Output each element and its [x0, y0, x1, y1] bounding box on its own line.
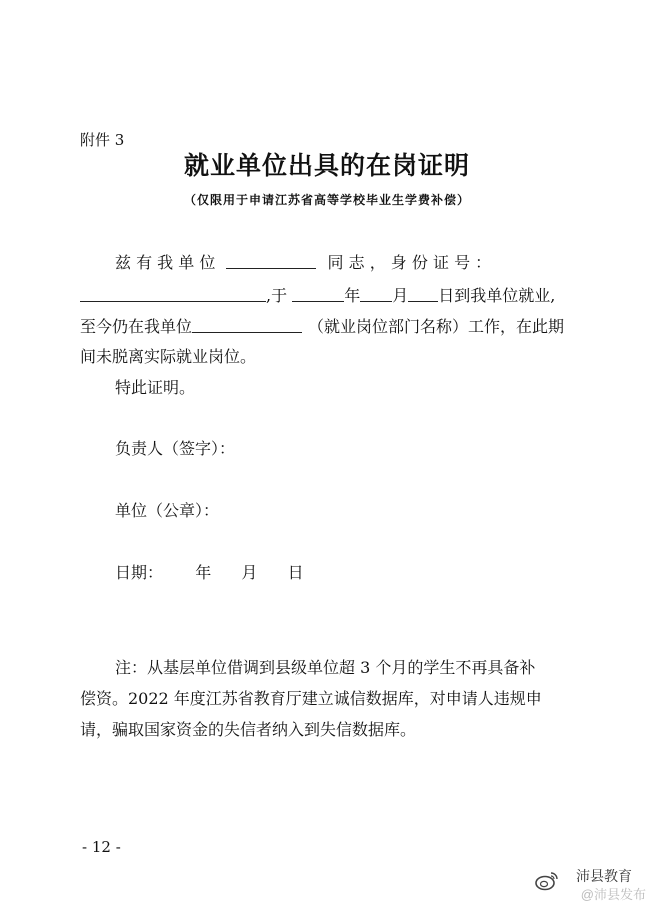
- department-blank: [192, 316, 302, 333]
- id-number-blank: [80, 285, 266, 302]
- line2-text-a: ,于: [266, 286, 288, 305]
- note-line-3: 请，骗取国家资金的失信者纳入到失信数据库。: [80, 720, 417, 739]
- line2-month-label: 月: [392, 286, 409, 305]
- watermark-handle: @沛县发布: [580, 887, 646, 902]
- line1-text-b: 同 志 ， 身 份 证 号 ：: [327, 253, 492, 272]
- line1-text-a: 兹 有 我 单 位: [115, 253, 216, 272]
- paragraph-line-2: [80, 283, 555, 306]
- weibo-icon: [534, 870, 560, 892]
- watermark: [534, 864, 654, 918]
- name-blank: [226, 252, 316, 269]
- month-blank: [360, 285, 392, 302]
- paragraph-line-1: [115, 250, 491, 273]
- line3-text-a: 至今仍在我单位: [80, 317, 193, 336]
- line3-text-b: （就业岗位部门名称）工作，在此期: [308, 317, 565, 336]
- watermark-title: 沛县教育: [576, 868, 632, 884]
- certify-text: 特此证明。: [115, 378, 196, 397]
- date-line: [115, 560, 304, 583]
- paragraph-line-4: 间未脱离实际就业岗位。: [80, 347, 257, 366]
- line2-year-label: 年: [344, 286, 361, 305]
- page-subtitle: （仅限用于申请江苏省高等学校毕业生学费补偿）: [183, 193, 470, 207]
- note-line-1: 注：从基层单位借调到县级单位超 3 个月的学生不再具备补: [115, 658, 536, 677]
- note-line-2: 偿资。2022 年度江苏省教育厅建立诚信数据库，对申请人违规申: [80, 689, 542, 708]
- unit-seal-label: 单位（公章）：: [115, 501, 220, 520]
- paragraph-line-3: [80, 314, 564, 337]
- date-month-label: 月: [241, 563, 258, 582]
- page-title: 就业单位出具的在岗证明: [183, 151, 470, 180]
- day-blank: [408, 285, 438, 302]
- page-number: - 12 -: [82, 838, 121, 856]
- date-day-label: 日: [287, 563, 304, 582]
- year-blank: [292, 285, 344, 302]
- signatory-label: 负责人（签字）：: [115, 439, 236, 458]
- attachment-label: 附件 3: [80, 131, 125, 149]
- date-label: 日期：: [115, 563, 164, 582]
- date-year-label: 年: [195, 563, 212, 582]
- line2-text-c: 日到我单位就业,: [438, 286, 556, 305]
